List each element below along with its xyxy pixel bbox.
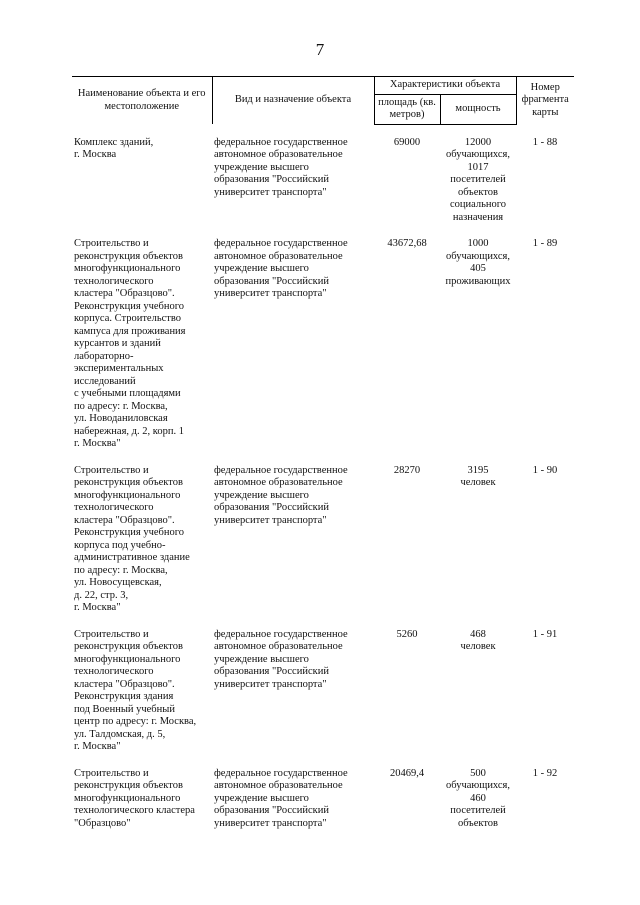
object-capacity-cell: 12000 обучающихся, 1017 посетителей объектов социального назначения xyxy=(446,136,510,223)
object-name-cell: Комплекс зданий, г. Москва xyxy=(74,136,154,160)
object-type-cell: федеральное государственное автономное образовательное учреждение высшего образования "Российский университет транспорта" xyxy=(214,136,348,198)
object-type-cell: федеральное государственное автономное образовательное учреждение высшего образования "Российский университет транспорта" xyxy=(214,628,348,690)
object-type-cell: федеральное государственное автономное образовательное учреждение высшего образования "Российский университет транспорта" xyxy=(214,767,348,829)
header-characteristics: Характеристики объекта xyxy=(374,77,516,95)
table-body xyxy=(72,137,574,831)
object-type-cell: федеральное государственное автономное образовательное учреждение высшего образования "Российский университет транспорта" xyxy=(214,464,348,526)
object-name-cell: Строительство и реконструкция объектов многофункционального технологического кластера "Образцово". Реконструкция здания под Военный учебный центр по адресу: г. Москва, ул. Талдомская, д. 5, г. Москва" xyxy=(74,628,197,752)
object-area-cell: 28270 xyxy=(393,464,421,476)
object-area-cell: 5260 xyxy=(396,628,418,640)
object-capacity-cell: 3195 человек xyxy=(460,464,496,488)
objects-table xyxy=(72,76,574,830)
object-capacity-cell: 1000 обучающихся, 405 проживающих xyxy=(445,238,511,287)
page-number: 7 xyxy=(315,40,325,59)
table-row xyxy=(72,768,574,831)
table-row xyxy=(72,629,574,754)
header-area: площадь (кв. метров) xyxy=(374,94,440,124)
map-fragment-cell: 1 - 89 xyxy=(532,238,558,249)
map-fragment-cell: 1 - 91 xyxy=(532,628,558,640)
header-capacity: мощность xyxy=(440,94,516,124)
table-row xyxy=(72,238,574,451)
header-type: Вид и назначение объекта xyxy=(212,77,374,125)
object-type-cell: федеральное государственное автономное образовательное учреждение высшего образования "Российский университет транспорта" xyxy=(214,238,348,299)
map-fragment-cell: 1 - 92 xyxy=(532,767,558,779)
row-spacer xyxy=(72,754,574,768)
row-spacer xyxy=(72,224,574,238)
object-capacity-cell: 468 человек xyxy=(460,628,496,652)
object-name-cell: Строительство и реконструкция объектов многофункционального технологического кластера "Образцово" xyxy=(74,767,195,829)
object-area-cell: 43672,68 xyxy=(387,238,427,249)
row-spacer xyxy=(72,615,574,629)
object-area-cell: 69000 xyxy=(393,136,421,148)
object-capacity-cell: 500 обучающихся, 460 посетителей объектов xyxy=(446,767,510,829)
map-fragment-cell: 1 - 90 xyxy=(532,464,558,476)
header-name: Наименование объекта и его местоположение xyxy=(72,77,212,125)
table-header-row xyxy=(72,77,574,95)
row-spacer xyxy=(72,451,574,465)
table-row xyxy=(72,465,574,615)
object-name-cell: Строительство и реконструкция объектов многофункционального технологического кластера "Образцово". Реконструкция учебного корпуса под учебно- административное здание по адресу: г. Москва, ул. Новосущевская, д. 22, стр. 3, г. Москва" xyxy=(74,464,190,613)
table-row xyxy=(72,137,574,225)
object-name-cell: Строительство и реконструкция объектов многофункционального технологического кластера "Образцово". Реконструкция учебного корпуса. Строительство кампуса для проживания курсантов и зданий лабораторно- экспериментальных исследований с учебными площадями по адресу: г. Москва, ул. Новоданиловская набережная, д. 2, корп. 1 г. Москва" xyxy=(74,238,186,449)
header-fragment: Номер фрагмента карты xyxy=(521,81,569,118)
map-fragment-cell: 1 - 88 xyxy=(532,136,558,148)
object-area-cell: 20469,4 xyxy=(389,767,425,779)
